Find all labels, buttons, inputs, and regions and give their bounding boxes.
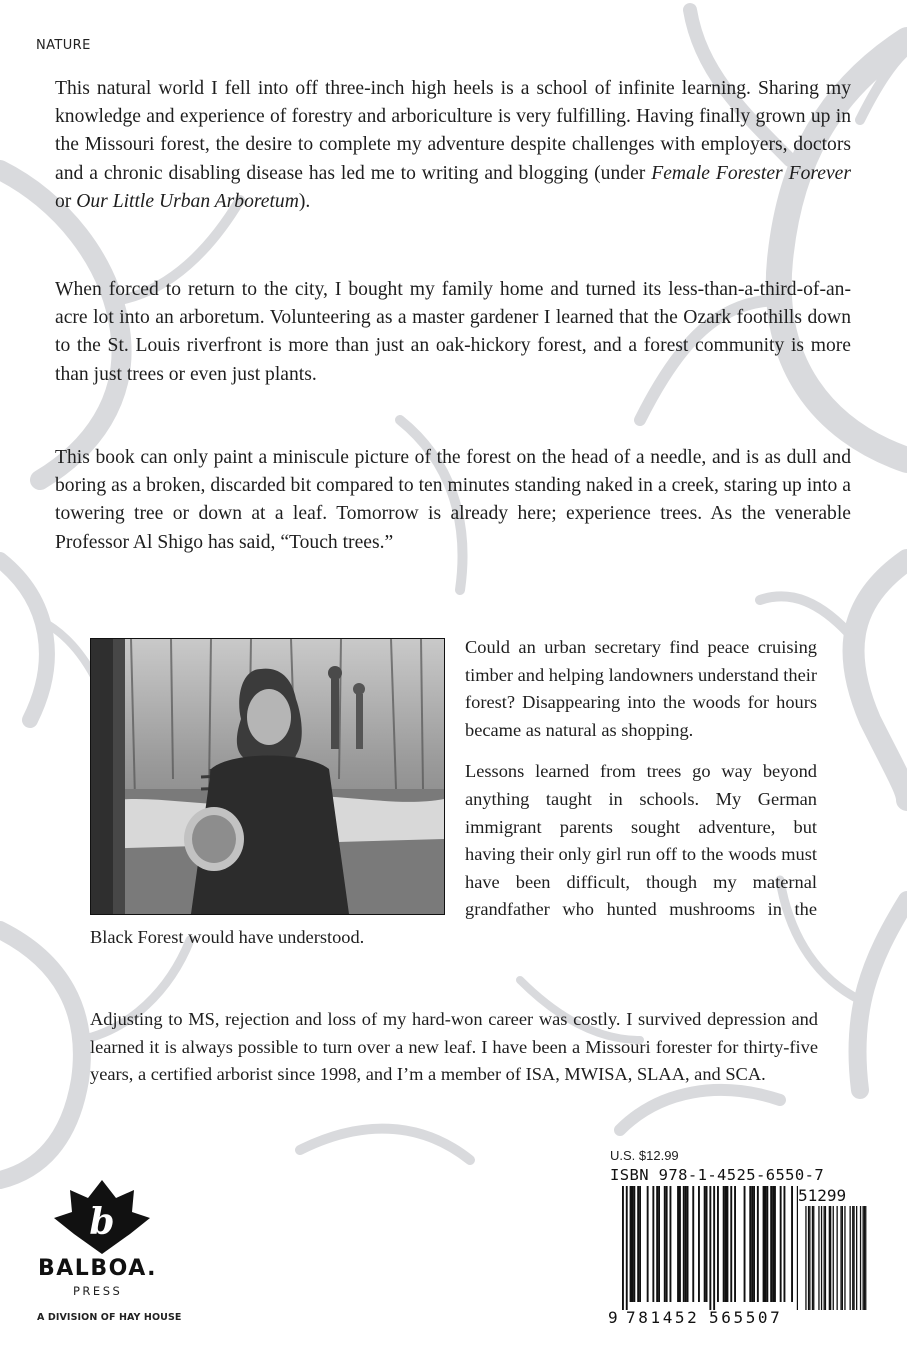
barcode-bar bbox=[647, 1186, 649, 1302]
price-label: U.S. $12.99 bbox=[610, 1148, 679, 1163]
barcode-bar bbox=[772, 1186, 774, 1302]
barcode-bar bbox=[727, 1186, 729, 1302]
barcode-bar bbox=[679, 1186, 681, 1302]
barcode-bar bbox=[639, 1186, 641, 1302]
bio-paragraph-3: Adjusting to MS, rejection and loss of my hard-won career was costly. I survived depression and learned it is always possible to turn over a new leaf. I have been a Missouri forester for thirty-five years, a certified arborist since 1998, and I’m a member of ISA, MWISA, SLAA, and SCA. bbox=[90, 1009, 818, 1085]
barcode-bar bbox=[809, 1206, 810, 1310]
barcode-bar bbox=[658, 1186, 660, 1302]
barcode-bar bbox=[677, 1186, 679, 1302]
barcode-bar bbox=[730, 1186, 732, 1302]
barcode-bar bbox=[723, 1186, 725, 1302]
barcode-bar bbox=[774, 1186, 776, 1302]
barcode-bar bbox=[830, 1206, 831, 1310]
barcode-bar bbox=[717, 1186, 719, 1302]
barcode-bar bbox=[692, 1186, 694, 1302]
barcode-bar bbox=[824, 1206, 825, 1310]
barcode-bar bbox=[666, 1186, 668, 1302]
publisher-logo bbox=[30, 1178, 190, 1328]
barcode-bar bbox=[626, 1186, 628, 1310]
text-segment: ). bbox=[298, 190, 311, 212]
barcode-bar bbox=[725, 1186, 727, 1302]
barcode-bar bbox=[852, 1206, 853, 1310]
bio-paragraph-2: Lessons learned from trees go way beyond anything taught in schools. My German immigrant parents sought adventure, but having their only girl run off to the woods must have been difficult, though my maternal grandfather who hunted mushrooms in the Black Forest would have understood. bbox=[90, 761, 817, 947]
ean-barcode bbox=[608, 1186, 798, 1310]
barcode-bar bbox=[753, 1186, 755, 1302]
barcode-bar bbox=[808, 1206, 809, 1310]
text-segment: When forced to return to the city, I bought my family home and turned its less-than-a-third-of-an-acre lot into an arboretum. Volunteering as a master gardener I learned that the Ozark foothills down to the St. Louis riverfront is more than just an oak-hickory forest, and a forest community is more than just trees or even just plants. bbox=[55, 279, 851, 385]
barcode-bar bbox=[865, 1206, 866, 1310]
text-segment: or bbox=[55, 190, 77, 212]
description-paragraph-1 bbox=[55, 75, 851, 216]
photo-spacer bbox=[90, 634, 445, 920]
barcode-bar bbox=[633, 1186, 635, 1302]
blog-title-2: Our Little Urban Arboretum bbox=[76, 190, 299, 212]
barcode-bar bbox=[749, 1186, 751, 1302]
ean-digit-first: 9 bbox=[608, 1308, 618, 1327]
barcode-bar bbox=[706, 1186, 708, 1302]
barcode-bar bbox=[860, 1206, 861, 1310]
bio-paragraph-1: Could an urban secretary find peace cruising timber and helping landowners understand their forest? Disappearing into the woods for hours became as natural as shopping. bbox=[465, 637, 817, 740]
logo-letter: b bbox=[89, 1201, 115, 1243]
barcode-bar bbox=[864, 1206, 865, 1310]
barcode-bar bbox=[763, 1186, 765, 1302]
publisher-name: BALBOA. bbox=[38, 1256, 157, 1281]
barcode-bar bbox=[837, 1206, 838, 1310]
publisher-division: A DIVISION OF HAY HOUSE bbox=[37, 1312, 182, 1323]
ean-digit-group-left: 781452 bbox=[626, 1308, 700, 1327]
barcode-bar bbox=[784, 1186, 786, 1302]
barcode-bar bbox=[652, 1186, 654, 1302]
addon-barcode bbox=[804, 1206, 874, 1310]
barcode-bar bbox=[744, 1186, 746, 1302]
barcode-bar bbox=[833, 1206, 834, 1310]
barcode-block bbox=[608, 1148, 876, 1333]
barcode-bar bbox=[770, 1186, 772, 1302]
barcode-bar bbox=[704, 1186, 706, 1302]
description-paragraph-3 bbox=[55, 444, 851, 557]
barcode-bar bbox=[709, 1186, 711, 1310]
barcode-bar bbox=[656, 1186, 658, 1302]
barcode-bar bbox=[630, 1186, 632, 1302]
barcode-bar bbox=[863, 1206, 864, 1310]
barcode-bar bbox=[765, 1186, 767, 1302]
barcode-bar bbox=[853, 1206, 854, 1310]
publisher-sub: PRESS bbox=[73, 1284, 123, 1298]
barcode-bar bbox=[713, 1186, 715, 1310]
barcode-bar bbox=[856, 1206, 857, 1310]
barcode-bar bbox=[685, 1186, 687, 1302]
lotus-icon bbox=[52, 1178, 152, 1258]
barcode-bar bbox=[791, 1186, 793, 1302]
barcode-bar bbox=[734, 1186, 736, 1302]
barcode-bar bbox=[637, 1186, 639, 1302]
barcode-bar bbox=[850, 1206, 851, 1310]
barcode-bar bbox=[670, 1186, 672, 1302]
barcode-bar bbox=[766, 1186, 768, 1302]
author-bio bbox=[90, 634, 817, 966]
blog-title-1: Female Forester Forever bbox=[651, 162, 851, 184]
ean-digit-group-right: 565507 bbox=[709, 1308, 783, 1327]
barcode-bar bbox=[751, 1186, 753, 1302]
barcode-bar bbox=[683, 1186, 685, 1302]
barcode-bar bbox=[829, 1206, 830, 1310]
barcode-bar bbox=[780, 1186, 782, 1302]
barcode-bar bbox=[812, 1206, 813, 1310]
barcode-bar bbox=[632, 1186, 634, 1302]
text-segment: This natural world I fell into off three-inch high heels is a school of infinite learning. Sharing my knowledge and experience of forestry and arboriculture is very fulfilling. Having finally grown up in the Missouri forest, the desire to complete my adventure despite challenges with employers, doctors and a chronic disabling disease has led me to writing and blogging (under bbox=[55, 78, 851, 184]
barcode-bar bbox=[805, 1206, 806, 1310]
barcode-bar bbox=[842, 1206, 843, 1310]
barcode-bar bbox=[757, 1186, 759, 1302]
barcode-bar bbox=[840, 1206, 841, 1310]
barcode-bar bbox=[821, 1206, 822, 1310]
barcode-bar bbox=[818, 1206, 819, 1310]
text-segment: This book can only paint a miniscule picture of the forest on the head of a needle, and is as dull and boring as a broken, discarded bit compared to ten minutes standing naked in a creek, staring up into a towering tree or down at a leaf. Tomorrow is already here; experience trees. As the venerable Professor Al Shigo has said, “Touch trees.” bbox=[55, 447, 851, 553]
barcode-bar bbox=[664, 1186, 666, 1302]
barcode-bar bbox=[622, 1186, 624, 1310]
barcode-bar bbox=[687, 1186, 689, 1302]
addon-number: 51299 bbox=[798, 1186, 847, 1205]
category-label: NATURE bbox=[36, 38, 91, 53]
isbn-label: ISBN 978-1-4525-6550-7 bbox=[610, 1166, 825, 1184]
barcode-bar bbox=[825, 1206, 826, 1310]
description-paragraph-2 bbox=[55, 276, 851, 389]
barcode-bar bbox=[813, 1206, 814, 1310]
barcode-bar bbox=[844, 1206, 845, 1310]
barcode-bar bbox=[698, 1186, 700, 1302]
